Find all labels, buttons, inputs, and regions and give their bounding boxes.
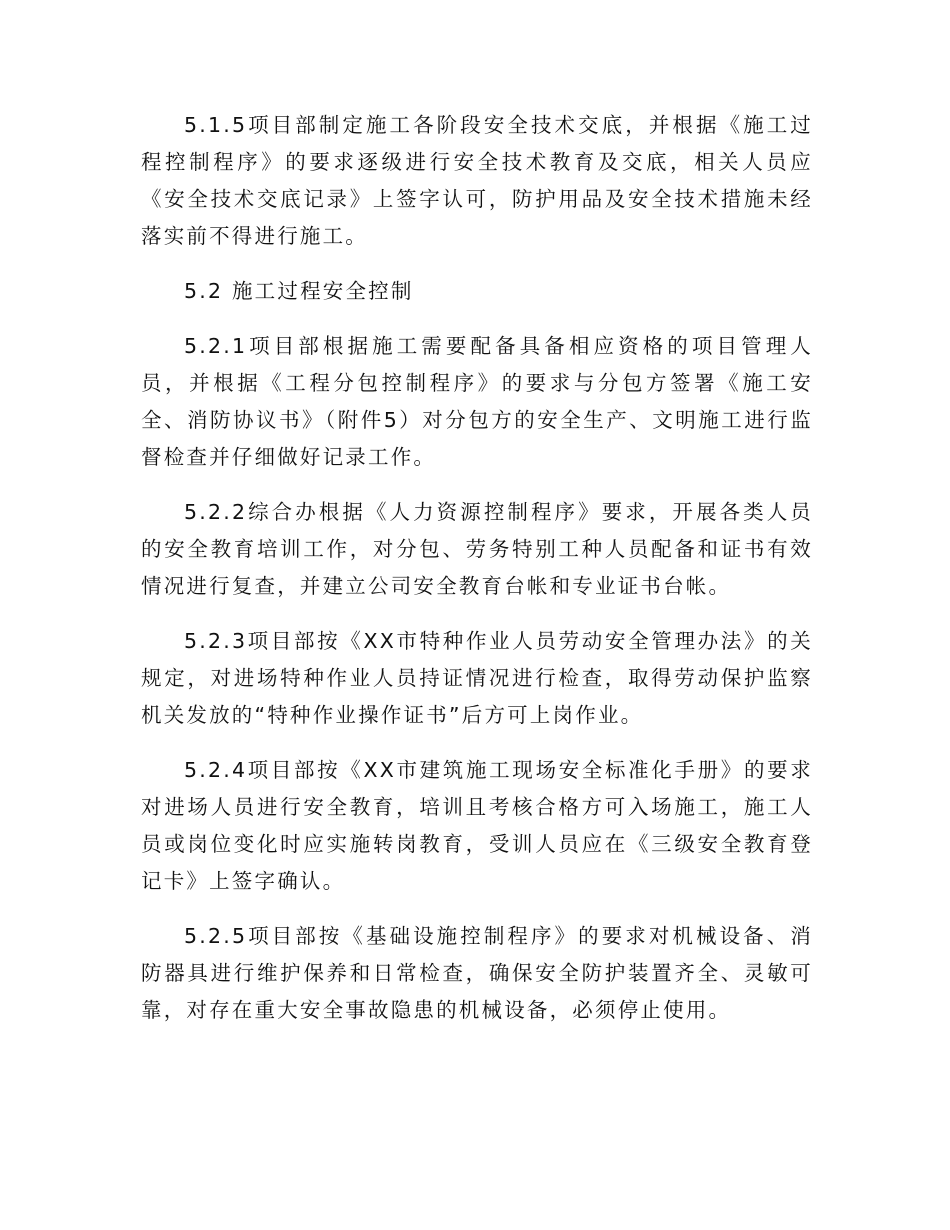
paragraph-5-2-1: 5.2.1项目部根据施工需要配备具备相应资格的项目管理人员，并根据《工程分包控制程序》的要求与分包方签署《施工安全、消防协议书》（附件5）对分包方的安全生产、文明施工进行监督检查并仔细做好记录工作。 [141,334,813,469]
paragraph-5-2-5: 5.2.5项目部按《基础设施控制程序》的要求对机械设备、消防器具进行维护保养和日常检查，确保安全防护装置齐全、灵敏可靠，对存在重大安全事故隐患的机械设备，必须停止使用。 [141,924,813,1022]
paragraph-5-2-4: 5.2.4项目部按《XX市建筑施工现场安全标准化手册》的要求对进场人员进行安全教育，培训且考核合格方可入场施工，施工人员或岗位变化时应实施转岗教育，受训人员应在《三级安全教育登记卡》上签字确认。 [141,758,813,893]
paragraph-5-2-3: 5.2.3项目部按《XX市特种作业人员劳动安全管理办法》的关规定，对进场特种作业人员持证情况进行检查，取得劳动保护监察机关发放的“特种作业操作证书”后方可上岗作业。 [141,629,813,727]
section-heading-5-2: 5.2 施工过程安全控制 [184,279,414,303]
paragraph-5-2-2: 5.2.2综合办根据《人力资源控制程序》要求，开展各类人员的安全教育培训工作，对分包、劳务特别工种人员配备和证书有效情况进行复查，并建立公司安全教育台帐和专业证书台帐。 [141,500,813,598]
paragraph-5-1-5: 5.1.5项目部制定施工各阶段安全技术交底，并根据《施工过程控制程序》的要求逐级进行安全技术教育及交底，相关人员应《安全技术交底记录》上签字认可，防护用品及安全技术措施未经落实前不得进行施工。 [141,113,813,248]
document-body [141,107,813,1047]
